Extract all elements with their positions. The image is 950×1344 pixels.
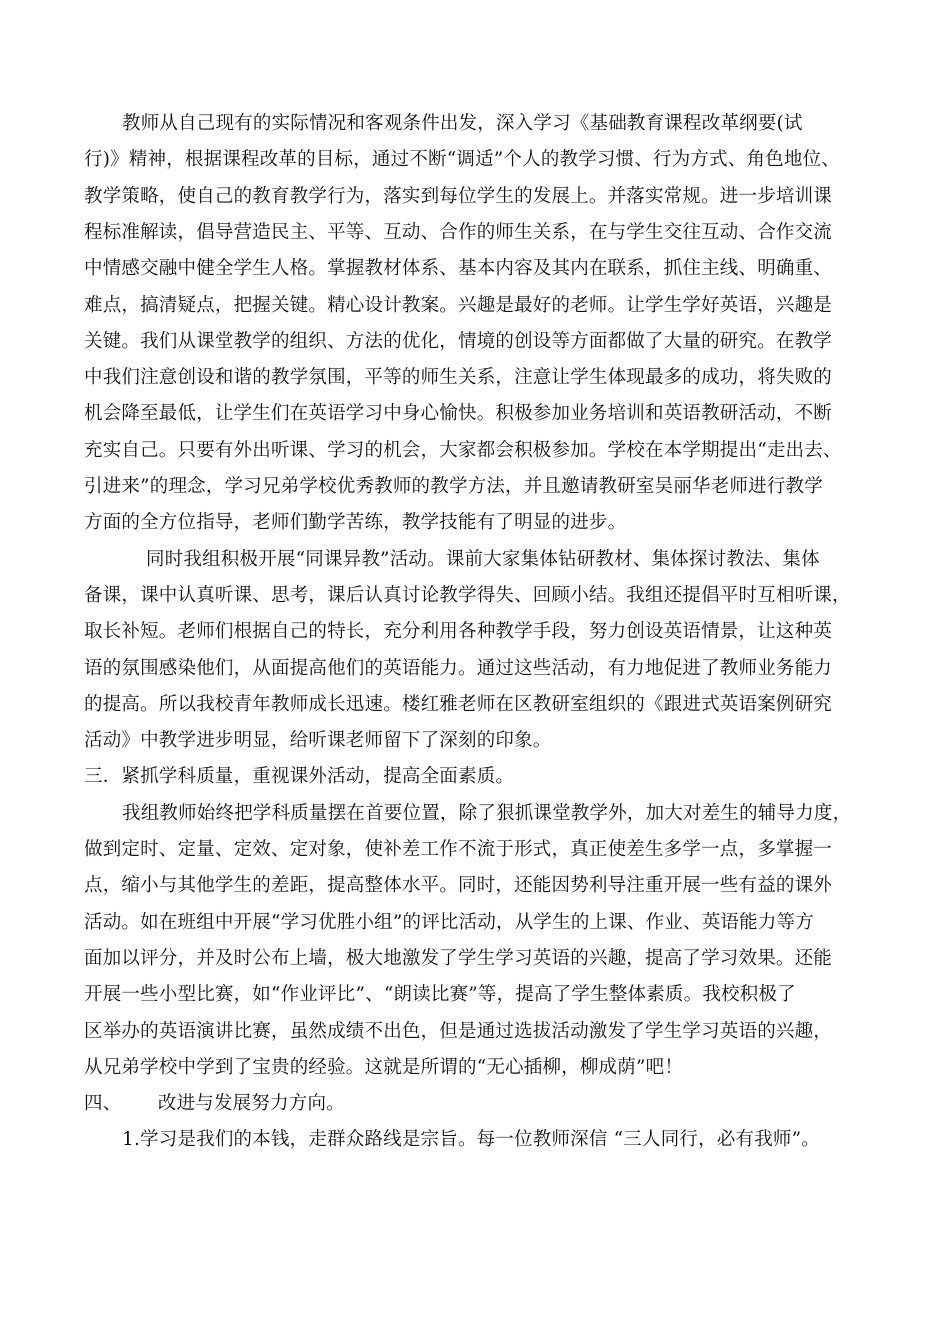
paragraph-line: 取长补短。老师们根据自己的特长，充分利用各种教学手段，努力创设英语情景，让这种英 (84, 621, 833, 643)
paragraph-line: 同时我组积极开展“同课异教”活动。课前大家集体钻研教材、集体探讨教法、集体 (146, 548, 820, 570)
paragraph-line: 方面的全方位指导，老师们勤学苦练，教学技能有了明显的进步。 (84, 512, 627, 534)
section-heading: 四、 改进与发展努力方向。 (84, 1093, 345, 1115)
paragraph-line: 活动。如在班组中开展“学习优胜小组”的评比活动，从学生的上课、作业、英语能力等方 (84, 911, 814, 933)
paragraph-line: 关键。我们从课堂教学的组织、方法的优化，情境的创设等方面都做了大量的研究。在教学 (84, 330, 833, 352)
paragraph-line: 语的氛围感染他们，从面提高他们的英语能力。通过这些活动，有力地促进了教师业务能力 (84, 657, 833, 679)
paragraph-line: 难点，搞清疑点，把握关键。精心设计教案。兴趣是最好的老师。让学生学好英语，兴趣是 (84, 294, 833, 316)
paragraph-line: 的提高。所以我校青年教师成长迅速。楼红雅老师在区教研室组织的《跟进式英语案例研究 (84, 693, 833, 715)
paragraph-line: 做到定时、定量、定效、定对象，使补差工作不流于形式，真正使差生多学一点，多掌握一 (84, 839, 833, 860)
paragraph-line: 活动》中教学进步明显，给听课老师留下了深刻的印象。 (84, 730, 552, 752)
paragraph-line: 备课，课中认真听课、思考，课后认真讨论教学得失、回顾小结。我组还提倡平时互相听课， (84, 584, 851, 606)
paragraph-line: 从兄弟学校中学到了宝贵的经验。这就是所谓的“无心插柳，柳成荫”吧！ (84, 1056, 684, 1078)
paragraph-line: 我组教师始终把学科质量摆在首要位置，除了狠抓课堂教学外，加大对差生的辅导力度， (122, 802, 852, 824)
paragraph-line: 中我们注意创设和谐的教学氛围，平等的师生关系，注意让学生体现最多的成功，将失败的 (84, 367, 833, 389)
paragraph-line: 教学策略，使自己的教育教学行为，落实到每位学生的发展上。并落实常规。进一步培训课 (84, 185, 833, 207)
paragraph-line: 点，缩小与其他学生的差距，提高整体水平。同时，还能因势利导注重开展一些有益的课外 (84, 875, 833, 897)
paragraph-line: 充实自己。只要有外出听课、学习的机会，大家都会积极参加。学校在本学期提出“走出去、 (84, 439, 842, 461)
paragraph-line: 中情感交融中健全学生人格。掌握教材体系、基本内容及其内在联系，抓住主线、明确重、 (84, 258, 833, 280)
paragraph-line: 面加以评分，并及时公布上墙，极大地激发了学生学习英语的兴趣，提高了学习效果。还能 (84, 947, 833, 969)
paragraph-line: 行)》精神，根据课程改革的目标，通过不断“调适”个人的教学习惯、行为方式、角色地位、 (84, 149, 841, 171)
paragraph-line: 开展一些小型比赛，如“作业评比”、“朗读比赛”等，提高了学生整体素质。我校积极了 (84, 984, 796, 1006)
paragraph-line: 程标准解读，倡导营造民主、平等、互动、合作的师生关系，在与学生交往互动、合作交流 (84, 221, 833, 243)
paragraph-line: 教师从自己现有的实际情况和客观条件出发，深入学习《基础教育课程改革纲要(试 (122, 113, 803, 134)
paragraph-line: 引进来”的理念，学习兄弟学校优秀教师的教学方法，并且邀请教研室吴丽华老师进行教学 (84, 476, 823, 497)
paragraph-line: 机会降至最低，让学生们在英语学习中身心愉快。积极参加业务培训和英语教研活动，不断 (84, 403, 833, 425)
section-heading: 三．紧抓学科质量，重视课外活动，提高全面素质。 (84, 766, 515, 788)
list-item: 1.学习是我们的本钱，走群众路线是宗旨。每一位教师深信 “三人同行，必有我师”。 (122, 1129, 820, 1151)
paragraph-line: 区举办的英语演讲比赛，虽然成绩不出色，但是通过选拔活动激发了学生学习英语的兴趣， (84, 1020, 833, 1042)
